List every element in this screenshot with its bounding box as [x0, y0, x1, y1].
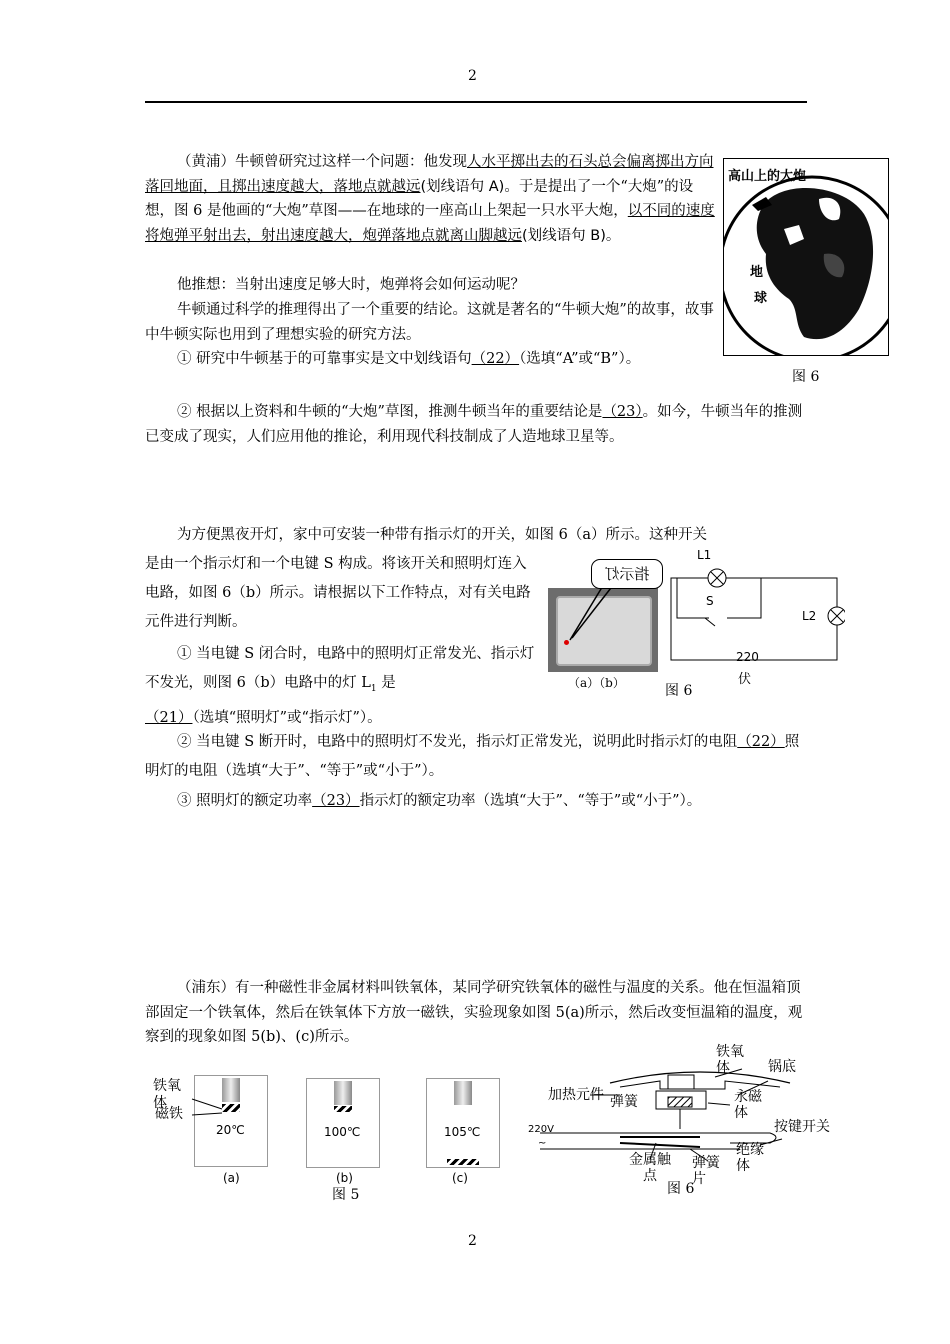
answer-blank-22[interactable]: （22）: [471, 351, 520, 367]
p2-q3-post: 指示灯的额定功率（选填“大于”、“等于”或“小于”）。: [359, 793, 702, 809]
fig6-caption: 图 6: [665, 683, 693, 699]
fig5-tag-b: (b): [336, 1171, 353, 1185]
problem1-intro: 牛顿曾研究过这样一个问题：他发现: [235, 154, 467, 170]
p2-q1-text: ① 当电键 S 闭合时，电路中的照明灯正常发光、指示灯不发光，则图 6（b）电路中的灯 L: [145, 646, 535, 691]
earth-label-1: 地: [750, 261, 763, 280]
problem2-question3: [145, 787, 810, 816]
fig5-temp-b: 100℃: [324, 1125, 361, 1139]
fig6-label-permanent-magnet: 永磁体: [734, 1089, 762, 1121]
problem2-question2: [145, 728, 810, 786]
earth-illustration: [724, 159, 888, 355]
circuit-voltage-1: 220: [736, 650, 759, 664]
q1-text: ① 研究中牛顿基于的可靠事实是文中划线语句: [177, 351, 472, 367]
footer-page-number: 2: [468, 1233, 477, 1249]
problem1-tag-a: (划线语句 A): [420, 178, 505, 195]
fig6-label-heater: 加热元件: [548, 1087, 604, 1103]
answer-blank-23[interactable]: （23）: [602, 404, 643, 420]
answer-blank-23b[interactable]: （23）: [312, 793, 360, 809]
magnet-b: [334, 1106, 352, 1112]
fig6-label-button-switch: 按键开关: [774, 1119, 830, 1135]
q1-post: （选填“A”或“B”）。: [519, 351, 641, 367]
cannon-figure: [723, 158, 889, 356]
problem1-end: 。: [605, 227, 621, 244]
problem1-question1: [145, 347, 715, 372]
p2-q2-text: ② 当电键 S 断开时，电路中的照明灯不发光，指示灯正常发光，说明此时指示灯的电阻: [177, 734, 738, 750]
fig5-temp-c: 105℃: [444, 1125, 481, 1139]
problem1-para2: 他推想：当射出速度足够大时，炮弹将会如何运动呢？: [177, 277, 525, 293]
problem2-intro-2: 是由一个指示灯和一个电键 S 构成。将该开关和照明灯连入电路，如图 6（b）所示。请根据以下工作特点，对有关电路元件进行判断。: [145, 556, 531, 630]
p2-q2-post: 照明灯的电阻（选填“大于”、“等于”或“小于”）。: [145, 734, 800, 779]
fig5-tag-c: (c): [452, 1171, 468, 1185]
circuit-label-l2: L2: [802, 609, 817, 623]
ferrite-block-c: [454, 1081, 472, 1105]
problem1-tag-b: (划线语句 B): [522, 227, 606, 244]
q2-text: ② 根据以上资料和牛顿的“大炮”草图，推测牛顿当年的重要结论是: [177, 404, 603, 420]
answer-blank-21[interactable]: （21）: [145, 709, 193, 726]
fig6-label-spring: 弹簧: [610, 1094, 638, 1110]
p2-q1-sub: 1: [370, 683, 377, 694]
indicator-callout: 指示灯: [591, 559, 663, 589]
fig6-label-insulator: 绝缘体: [736, 1142, 764, 1174]
fig6-rice-caption: 图 6: [667, 1181, 695, 1197]
fig5-temp-a: 20℃: [216, 1123, 245, 1137]
ferrite-block-b: [334, 1081, 352, 1105]
fig6-ab-label: （a）（b）: [568, 676, 625, 690]
cannon-figure-title: 高山上的大炮: [728, 169, 807, 184]
problem3-text: （浦东）有一种磁性非金属材料叫铁氧体，某同学研究铁氧体的磁性与温度的关系。他在恒温箱顶部固定一个铁氧体，然后在铁氧体下方放一磁铁，实验现象如图 5(a)所示，然后改变恒温箱的温度，观察到的现象如图 5(b)、(c)所示。: [145, 980, 803, 1045]
problem1-mid: 。于是提出了一个“大炮”的设想，图 6 是他画的“大炮”草图——在地球的一座高山上架起一只水平大炮，: [145, 178, 694, 219]
earth-label-2: 球: [754, 287, 767, 306]
header-rule: [145, 101, 807, 103]
fig5-label-ferrite: 铁氧体: [153, 1078, 181, 1111]
fig6-label-voltage: 220V: [528, 1124, 554, 1135]
fig6-label-pot-bottom: 锅底: [768, 1059, 796, 1075]
magnet-c: [447, 1159, 479, 1165]
problem2-intro-1: 为方便黑夜开灯，家中可安装一种带有指示灯的开关，如图 6（a）所示。这种开关: [177, 527, 707, 543]
fig5-label-magnet: 磁铁: [155, 1106, 183, 1122]
circuit-voltage-2: 伏: [738, 672, 752, 687]
fig5-tag-a: (a): [223, 1171, 240, 1185]
circuit-label-s: S: [706, 594, 714, 608]
q2-post: 。如今，牛顿当年的推测已变成了现实，人们应用他的推论，利用现代科技制成了人造地球卫星等。: [145, 404, 803, 445]
cannon-figure-caption: 图 6: [792, 369, 820, 385]
p2-q3-text: ③ 照明灯的额定功率: [177, 793, 313, 809]
p2-q1-post: （选填“照明灯”或“指示灯”）。: [192, 709, 382, 726]
fig5-leader-lines: [190, 1085, 250, 1125]
fig6-label-ferrite: 铁氧体: [716, 1044, 744, 1076]
fig6-label-spring-plate: 弹簧片: [692, 1155, 720, 1187]
fig5-box-b: [306, 1078, 380, 1168]
header-page-number: 2: [468, 68, 477, 84]
problem2-question1: [145, 640, 535, 733]
problem1-para3: 牛顿通过科学的推理得出了一个重要的结论。这就是著名的“牛顿大炮”的故事，故事中牛顿实际也用到了理想实验的研究方法。: [145, 302, 714, 343]
problem1-line-b: 以不同的速度将炮弹平射出去，射出速度越大，炮弹落地点就离山脚越远: [145, 203, 715, 244]
problem1-question2: [145, 400, 805, 449]
fig5-caption: 图 5: [332, 1187, 360, 1203]
fig6-label-ac: ~: [538, 1138, 547, 1149]
fig6-label-metal-contact: 金属触点: [629, 1152, 671, 1184]
fig5-box-c: [426, 1078, 500, 1168]
answer-blank-22b[interactable]: （22）: [737, 734, 785, 750]
p2-q1-mid: 是: [376, 675, 396, 691]
problem1-line-a: 人水平掷出去的石头总会偏离掷出方向落回地面，且掷出速度越大，落地点就越远: [145, 154, 714, 195]
circuit-label-l1: L1: [697, 548, 712, 562]
problem1-paragraph: [145, 150, 715, 248]
problem1-source: （黄浦）: [177, 154, 235, 170]
